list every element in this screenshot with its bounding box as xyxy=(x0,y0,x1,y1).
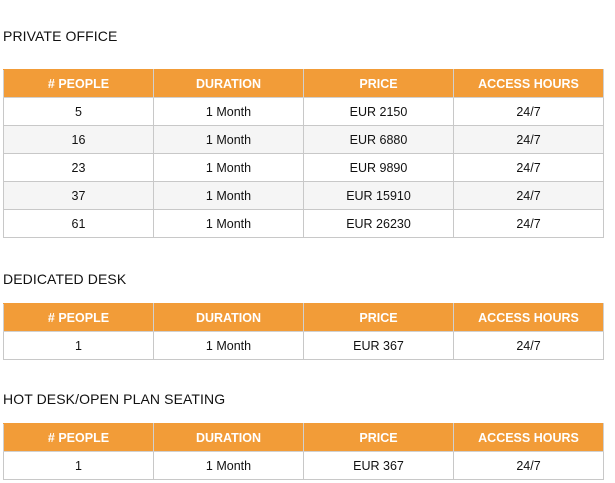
cell-duration: 1 Month xyxy=(154,154,304,182)
cell-duration: 1 Month xyxy=(154,452,304,480)
column-header-price: PRICE xyxy=(304,70,454,98)
column-header-people: # PEOPLE xyxy=(4,70,154,98)
cell-people: 16 xyxy=(4,126,154,154)
cell-access-hours: 24/7 xyxy=(454,210,604,238)
cell-people: 37 xyxy=(4,182,154,210)
cell-price: EUR 367 xyxy=(304,452,454,480)
dedicated-desk-table xyxy=(3,303,604,360)
cell-access-hours: 24/7 xyxy=(454,154,604,182)
cell-duration: 1 Month xyxy=(154,210,304,238)
cell-duration: 1 Month xyxy=(154,182,304,210)
cell-people: 1 xyxy=(4,452,154,480)
cell-price: EUR 6880 xyxy=(304,126,454,154)
table-row xyxy=(4,98,604,126)
cell-access-hours: 24/7 xyxy=(454,332,604,360)
section-title-dedicated-desk: DEDICATED DESK xyxy=(3,271,127,287)
cell-price: EUR 367 xyxy=(304,332,454,360)
cell-price: EUR 9890 xyxy=(304,154,454,182)
table-row xyxy=(4,210,604,238)
hot-desk-table xyxy=(3,423,604,480)
table-row xyxy=(4,452,604,480)
column-header-people: # PEOPLE xyxy=(4,424,154,452)
column-header-access-hours: ACCESS HOURS xyxy=(454,304,604,332)
column-header-duration: DURATION xyxy=(154,70,304,98)
cell-access-hours: 24/7 xyxy=(454,182,604,210)
column-header-people: # PEOPLE xyxy=(4,304,154,332)
private-office-table xyxy=(3,69,604,238)
cell-price: EUR 2150 xyxy=(304,98,454,126)
table-header-row xyxy=(4,70,604,98)
cell-price: EUR 26230 xyxy=(304,210,454,238)
cell-people: 23 xyxy=(4,154,154,182)
table-row xyxy=(4,182,604,210)
cell-access-hours: 24/7 xyxy=(454,126,604,154)
section-title-private-office: PRIVATE OFFICE xyxy=(3,28,118,44)
section-title-hot-desk: HOT DESK/OPEN PLAN SEATING xyxy=(3,391,226,407)
cell-price: EUR 15910 xyxy=(304,182,454,210)
table-header-row xyxy=(4,424,604,452)
cell-people: 1 xyxy=(4,332,154,360)
cell-access-hours: 24/7 xyxy=(454,98,604,126)
table-row xyxy=(4,332,604,360)
cell-access-hours: 24/7 xyxy=(454,452,604,480)
table-row xyxy=(4,126,604,154)
table-header-row xyxy=(4,304,604,332)
column-header-duration: DURATION xyxy=(154,304,304,332)
cell-duration: 1 Month xyxy=(154,98,304,126)
column-header-duration: DURATION xyxy=(154,424,304,452)
cell-duration: 1 Month xyxy=(154,126,304,154)
column-header-price: PRICE xyxy=(304,304,454,332)
cell-people: 61 xyxy=(4,210,154,238)
cell-duration: 1 Month xyxy=(154,332,304,360)
column-header-price: PRICE xyxy=(304,424,454,452)
column-header-access-hours: ACCESS HOURS xyxy=(454,70,604,98)
column-header-access-hours: ACCESS HOURS xyxy=(454,424,604,452)
cell-people: 5 xyxy=(4,98,154,126)
table-row xyxy=(4,154,604,182)
